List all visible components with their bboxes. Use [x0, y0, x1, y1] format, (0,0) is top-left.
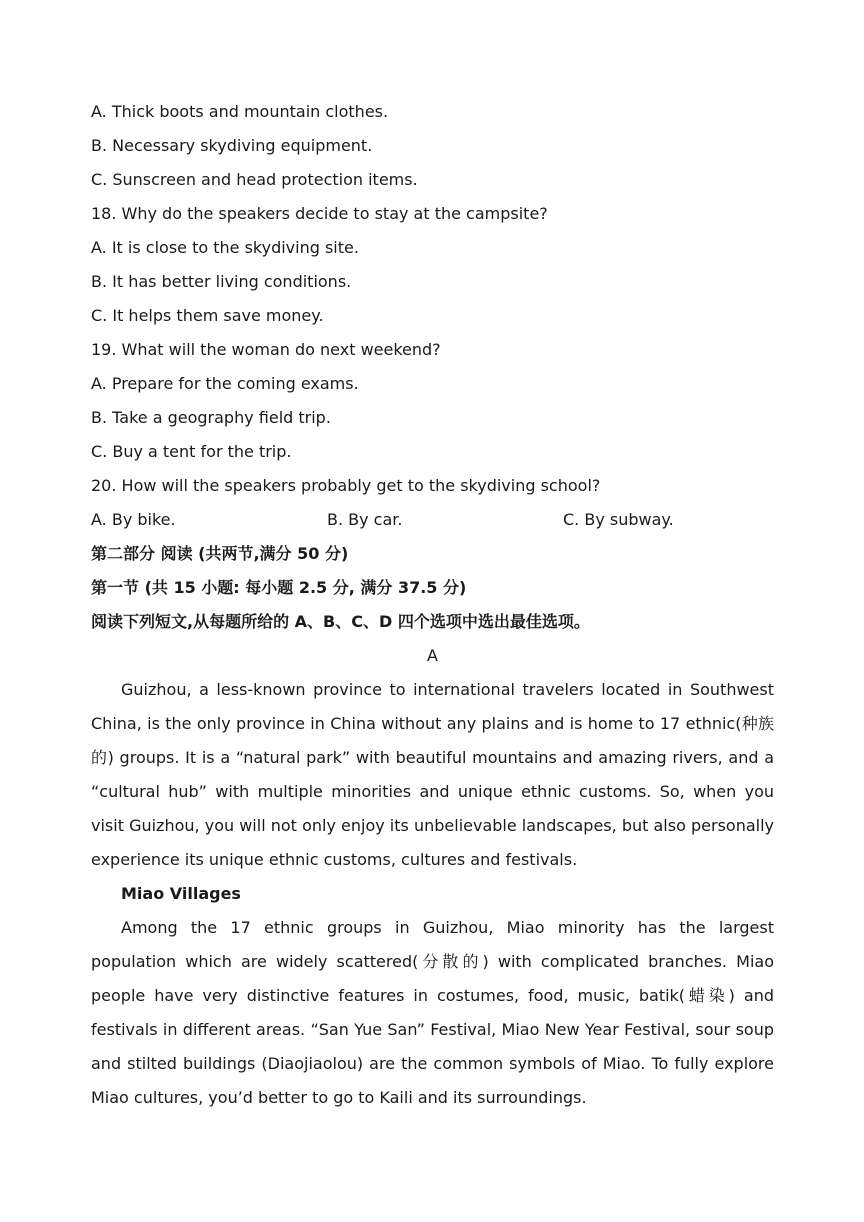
q19-option-b: B. Take a geography field trip. [91, 408, 331, 427]
instruction: 阅读下列短文,从每题所给的 A、B、C、D 四个选项中选出最佳选项。 [91, 612, 590, 631]
part-title: 第二部分 阅读 (共两节,满分 50 分) [91, 544, 349, 563]
passage-subheading: Miao Villages [121, 884, 241, 903]
q17-option-c: C. Sunscreen and head protection items. [91, 170, 418, 189]
q20-question: 20. How will the speakers probably get to the skydiving school? [91, 476, 601, 495]
q18-option-c: C. It helps them save money. [91, 306, 324, 325]
q19-question: 19. What will the woman do next weekend? [91, 340, 441, 359]
q20-option-b: B. By car. [327, 510, 403, 529]
q20-option-c: C. By subway. [563, 510, 674, 529]
passage-label: A [427, 646, 438, 665]
q19-option-c: C. Buy a tent for the trip. [91, 442, 292, 461]
q17-option-a: A. Thick boots and mountain clothes. [91, 102, 389, 121]
q20-options [91, 503, 774, 537]
q18-question: 18. Why do the speakers decide to stay at the campsite? [91, 204, 548, 223]
exam-page [91, 95, 774, 1115]
passage-paragraph-2: Among the 17 ethnic groups in Guizhou, Miao minority has the largest population which are widely scattered(分散的) with complicated branches. Miao people have very distinctive features in costumes, food, music, batik(蜡染) and festivals in different areas. “San Yue San” Festival, Miao New Year Festival, sour soup and stilted buildings (Diaojiaolou) are the common symbols of Miao. To fully explore Miao cultures, you’d better to go to Kaili and its surroundings. [91, 918, 774, 1107]
section-title: 第一节 (共 15 小题: 每小题 2.5 分, 满分 37.5 分) [91, 578, 467, 597]
q18-option-b: B. It has better living conditions. [91, 272, 352, 291]
passage-paragraph-1: Guizhou, a less-known province to international travelers located in Southwest China, is the only province in China without any plains and is home to 17 ethnic(种族的) groups. It is a “natural park” with beautiful mountains and amazing rivers, and a “cultural hub” with multiple minorities and unique ethnic customs. So, when you visit Guizhou, you will not only enjoy its unbelievable landscapes, but also personally experience its unique ethnic customs, cultures and festivals. [91, 680, 774, 869]
q18-option-a: A. It is close to the skydiving site. [91, 238, 359, 257]
q20-option-a: A. By bike. [91, 510, 176, 529]
q17-option-b: B. Necessary skydiving equipment. [91, 136, 373, 155]
q19-option-a: A. Prepare for the coming exams. [91, 374, 359, 393]
